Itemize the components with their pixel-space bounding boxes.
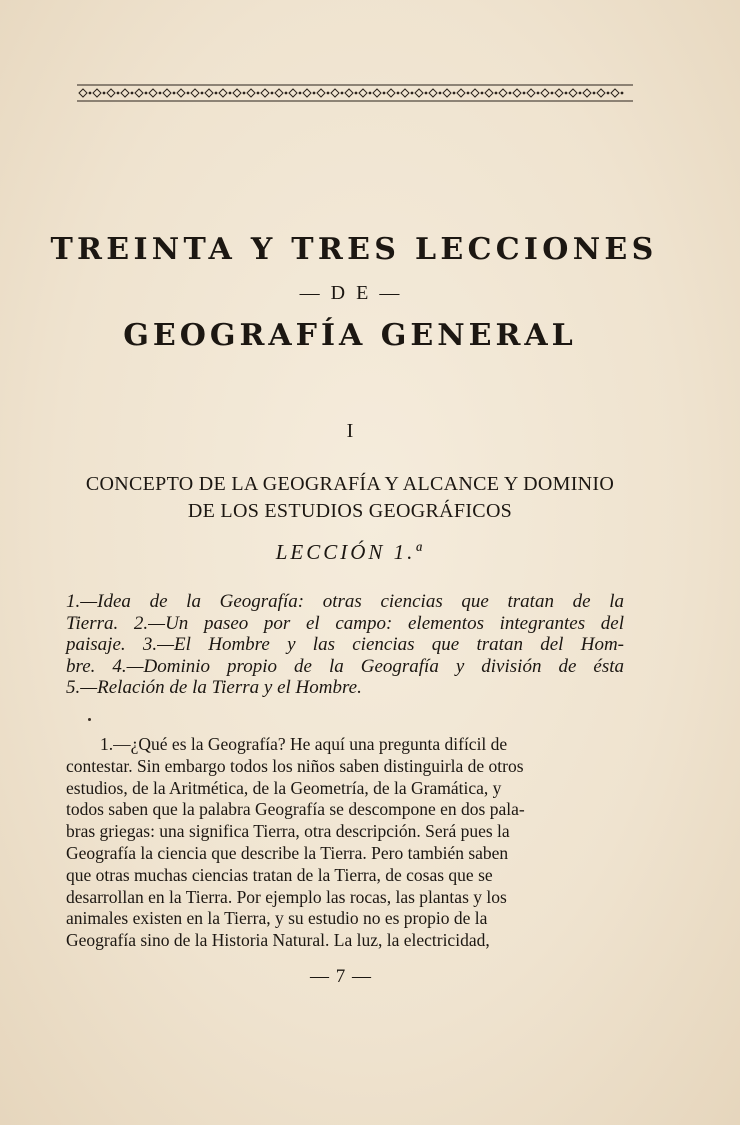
title-connector: — D E — [299, 282, 403, 304]
book-title: TREINTA Y TRES LECCIONES [50, 232, 658, 267]
summary-line: Tierra. 2.—Un paseo por el campo: elementos integrantes del [66, 612, 624, 634]
decorative-border [77, 82, 633, 104]
body-paragraph [66, 734, 622, 952]
line-text: estudios, de la Aritmética, de la Geometría, de la Gramática, y [66, 777, 502, 798]
line-text: desarrollan en la Tierra. Por ejemplo las rocas, las plantas y los [66, 886, 507, 907]
line-text: animales existen en la Tierra, y su estudio no es propio de la [66, 908, 488, 929]
chapter-title [50, 471, 650, 525]
lesson-heading: LECCIÓN 1.ª [275, 540, 425, 564]
paragraph-line [66, 734, 622, 756]
paragraph-line [66, 843, 622, 865]
book-subtitle: GEOGRAFÍA GENERAL [123, 318, 577, 353]
paragraph-line [66, 821, 622, 843]
summary-line: 5.—Relación de la Tierra y el Hombre. [66, 677, 362, 698]
line-text: todos saben que la palabra Geografía se descompone en dos pala- [66, 799, 525, 820]
line-text: contestar. Sin embargo todos los niños saben distinguirla de otros [66, 755, 524, 776]
paragraph-line [66, 756, 622, 778]
paragraph-line [66, 799, 622, 821]
paragraph-line [66, 778, 622, 800]
summary-line: 1.—Idea de la Geografía: otras ciencias que tratan de la [66, 591, 624, 612]
line-text: bras griegas: una significa Tierra, otra descripción. Será pues la [66, 821, 510, 842]
chapter-number: I [346, 420, 354, 442]
page-number: — 7 — [310, 966, 372, 987]
paragraph-line [66, 908, 622, 930]
summary-line: paisaje. 3.—El Hombre y las ciencias que tratan del Hom- [66, 634, 624, 655]
paragraph-line [66, 865, 622, 887]
ink-dot [88, 718, 91, 721]
line-text: Geografía la ciencia que describe la Tierra. Pero también saben [66, 842, 509, 863]
summary-line: bre. 4.—Dominio propio de la Geografía y división de ésta [66, 655, 624, 677]
paragraph-line [66, 930, 622, 952]
line-text: 1.—¿Qué es la Geografía? He aquí una pregunta difícil de [100, 734, 508, 754]
line-text: que otras muchas ciencias tratan de la Tierra, de cosas que se [66, 864, 493, 885]
chapter-title-line: DE LOS ESTUDIOS GEOGRÁFICOS [187, 500, 513, 522]
chapter-title-line: CONCEPTO DE LA GEOGRAFÍA Y ALCANCE Y DOMINIO [85, 473, 615, 495]
line-text: Geografía sino de la Historia Natural. La luz, la electricidad, [66, 930, 490, 951]
paragraph-line [66, 887, 622, 909]
lesson-summary [66, 591, 624, 699]
